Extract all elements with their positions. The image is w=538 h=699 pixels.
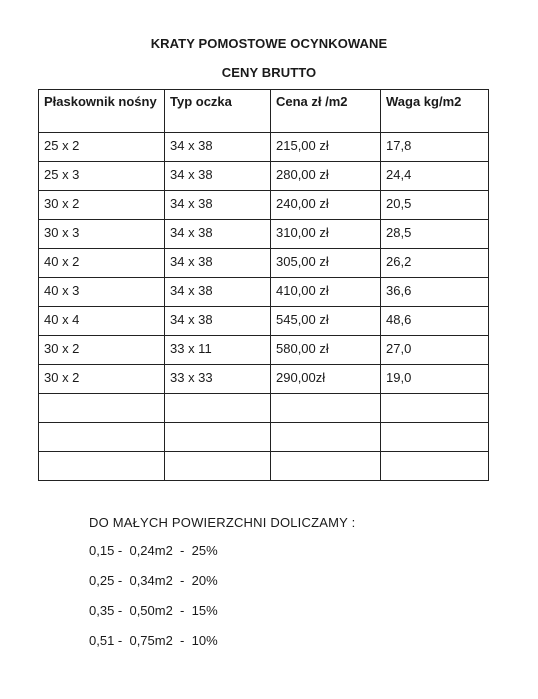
cell-weight: 19,0 xyxy=(381,365,489,394)
surcharge-item: 0,35 - 0,50m2 - 15% xyxy=(89,603,218,618)
cell-weight: 28,5 xyxy=(381,220,489,249)
cell-weight: 24,4 xyxy=(381,162,489,191)
cell-flat-bar xyxy=(39,423,165,452)
cell-mesh-type: 34 x 38 xyxy=(165,220,271,249)
cell-price: 240,00 zł xyxy=(271,191,381,220)
cell-weight: 17,8 xyxy=(381,133,489,162)
cell-mesh-type: 34 x 38 xyxy=(165,307,271,336)
surcharge-item: 0,15 - 0,24m2 - 25% xyxy=(89,543,218,558)
cell-weight: 27,0 xyxy=(381,336,489,365)
cell-price xyxy=(271,423,381,452)
table-row xyxy=(39,336,489,365)
price-table xyxy=(38,89,489,481)
cell-price: 410,00 zł xyxy=(271,278,381,307)
header-mesh-type: Typ oczka xyxy=(165,90,271,133)
table-row xyxy=(39,191,489,220)
cell-flat-bar: 30 x 2 xyxy=(39,365,165,394)
header-flat-bar: Płaskownik nośny xyxy=(39,90,165,133)
table-row xyxy=(39,307,489,336)
surcharge-item: 0,51 - 0,75m2 - 10% xyxy=(89,633,218,648)
cell-price xyxy=(271,452,381,481)
cell-price: 310,00 zł xyxy=(271,220,381,249)
surcharge-heading: DO MAŁYCH POWIERZCHNI DOLICZAMY : xyxy=(89,515,356,530)
cell-flat-bar xyxy=(39,394,165,423)
cell-flat-bar: 30 x 3 xyxy=(39,220,165,249)
cell-weight: 26,2 xyxy=(381,249,489,278)
cell-mesh-type: 33 x 33 xyxy=(165,365,271,394)
cell-mesh-type: 34 x 38 xyxy=(165,162,271,191)
cell-flat-bar: 40 x 3 xyxy=(39,278,165,307)
cell-price: 280,00 zł xyxy=(271,162,381,191)
cell-price xyxy=(271,394,381,423)
cell-flat-bar: 40 x 4 xyxy=(39,307,165,336)
cell-mesh-type: 34 x 38 xyxy=(165,191,271,220)
header-weight: Waga kg/m2 xyxy=(381,90,489,133)
cell-flat-bar: 40 x 2 xyxy=(39,249,165,278)
cell-weight: 48,6 xyxy=(381,307,489,336)
cell-mesh-type: 34 x 38 xyxy=(165,278,271,307)
table-row xyxy=(39,220,489,249)
cell-flat-bar: 30 x 2 xyxy=(39,191,165,220)
cell-weight xyxy=(381,452,489,481)
cell-weight xyxy=(381,394,489,423)
document-title: KRATY POMOSTOWE OCYNKOWANE xyxy=(150,36,388,51)
cell-price: 545,00 zł xyxy=(271,307,381,336)
cell-weight: 20,5 xyxy=(381,191,489,220)
table-row-empty xyxy=(39,423,489,452)
cell-flat-bar: 25 x 2 xyxy=(39,133,165,162)
table-row xyxy=(39,278,489,307)
cell-flat-bar xyxy=(39,452,165,481)
cell-price: 290,00zł xyxy=(271,365,381,394)
cell-weight: 36,6 xyxy=(381,278,489,307)
cell-mesh-type: 33 x 11 xyxy=(165,336,271,365)
cell-weight xyxy=(381,423,489,452)
surcharge-list xyxy=(89,543,218,663)
document-subtitle: CENY BRUTTO xyxy=(221,65,317,80)
cell-mesh-type xyxy=(165,394,271,423)
table-row xyxy=(39,249,489,278)
table-row xyxy=(39,133,489,162)
table-row-empty xyxy=(39,394,489,423)
cell-mesh-type: 34 x 38 xyxy=(165,133,271,162)
cell-mesh-type xyxy=(165,423,271,452)
cell-mesh-type xyxy=(165,452,271,481)
cell-price: 305,00 zł xyxy=(271,249,381,278)
table-row xyxy=(39,162,489,191)
cell-mesh-type: 34 x 38 xyxy=(165,249,271,278)
surcharge-item: 0,25 - 0,34m2 - 20% xyxy=(89,573,218,588)
table-row xyxy=(39,365,489,394)
cell-price: 580,00 zł xyxy=(271,336,381,365)
cell-price: 215,00 zł xyxy=(271,133,381,162)
cell-flat-bar: 25 x 3 xyxy=(39,162,165,191)
cell-flat-bar: 30 x 2 xyxy=(39,336,165,365)
table-row-empty xyxy=(39,452,489,481)
header-price: Cena zł /m2 xyxy=(271,90,381,133)
table-header-row xyxy=(39,90,489,133)
